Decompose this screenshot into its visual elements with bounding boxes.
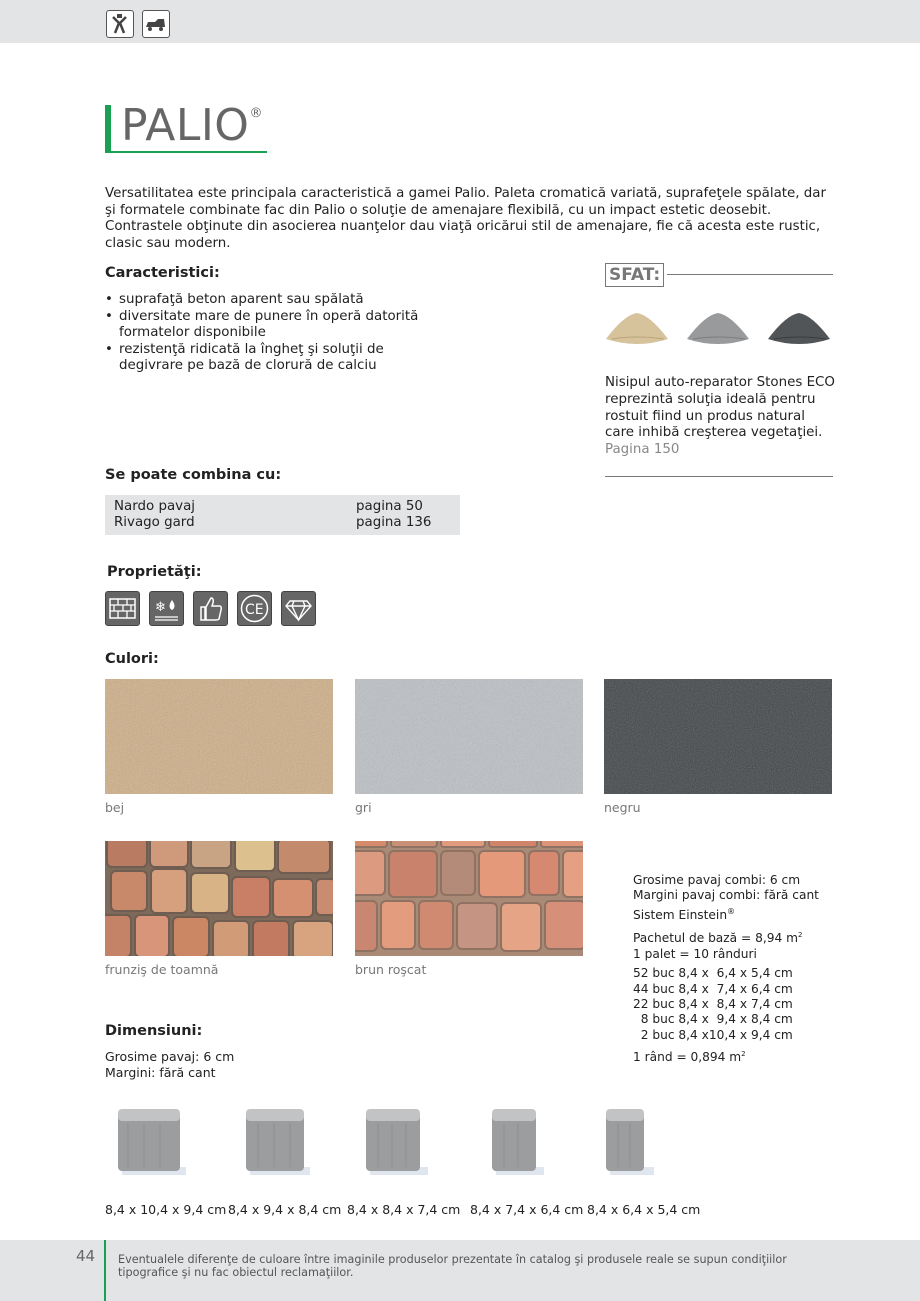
tip-page-link[interactable]: Pagina 150: [605, 442, 680, 458]
divider: [104, 1240, 106, 1301]
paver-size-label: 8,4 x 9,4 x 8,4 cm: [228, 1202, 342, 1217]
swatch-label: bej: [105, 800, 125, 815]
table-row: Rivago gard pagina 136: [114, 515, 432, 530]
combine-table: [105, 495, 460, 535]
disclaimer: Eventualele diferenţe de culoare între imaginile produselor prezentate în catalog şi produsele reale se supun condiţiilor tipografice şi nu fac obiectul reclamaţiilor.: [118, 1253, 787, 1279]
paver-size-label: 8,4 x 6,4 x 5,4 cm: [587, 1202, 701, 1217]
paver-size-label: 8,4 x 10,4 x 9,4 cm: [105, 1202, 227, 1217]
colors-heading: Culori:: [105, 651, 159, 667]
characteristics-heading: Caracteristici:: [105, 265, 220, 281]
tip-label: SFAT:: [605, 263, 664, 287]
characteristics-list: [105, 292, 435, 375]
combi-specs: Grosime pavaj combi: 6 cm Margini pavaj combi: fără cant Sistem Einstein® Pachetul de bază = 8,94 $m^2$ 1 palet = 10 rânduri 52 buc 8,4 x 6,4 x 5,4 cm 44 buc 8,4 x 7,4 x 6,4 cm 22 buc 8,4 x 8,4 x 7,4 cm 8 buc 8,4 x 9,4 x 8,4 cm 2 buc 8,4 x10,4 x 9,4 cm 1 rând = 0,894 $m^2$: [633, 873, 819, 1065]
sand-dark-image: [766, 305, 832, 347]
swatch-label: frunziş de toamnă: [105, 962, 219, 977]
car-icon: [142, 10, 170, 38]
frost-salt-icon: [149, 591, 184, 626]
sand-grey-image: [685, 305, 751, 347]
brick-wall-icon: [105, 591, 140, 626]
paver-block-image: [600, 1105, 674, 1177]
top-bar: [0, 0, 920, 43]
tip-text: Nisipul auto-reparator Stones ECO reprezintă soluţia ideală pentru rostuit fiind un produs natural care inhibă creşterea vegetaţiei. Pagina 150: [605, 375, 835, 458]
ce-mark-icon: [237, 591, 272, 626]
thumbs-up-icon: [193, 591, 228, 626]
paver-block-image: [486, 1105, 560, 1177]
page-title: PALIO®: [121, 100, 263, 151]
pedestrian-icon: [106, 10, 134, 38]
dimensions-heading: Dimensiuni:: [105, 1023, 203, 1039]
swatch-frunzis-de-toamna: [105, 841, 333, 956]
swatch-gri: [355, 679, 583, 794]
diamond-icon: [281, 591, 316, 626]
table-row: Nardo pavaj pagina 50: [114, 499, 423, 514]
swatch-brun-roscat: [355, 841, 583, 956]
swatch-label: negru: [604, 800, 641, 815]
page-number: 44: [76, 1247, 96, 1265]
sand-beige-image: [604, 305, 670, 347]
paver-block-image: [360, 1105, 434, 1177]
list-item: • diversitate mare de punere în operă datorită formatelor disponibile: [105, 309, 435, 342]
svg-text:❄: ❄: [155, 600, 166, 615]
swatch-bej: [105, 679, 333, 794]
divider: [605, 476, 833, 477]
swatch-label: gri: [355, 800, 372, 815]
swatch-label: brun roşcat: [355, 962, 427, 977]
paver-block-image: [240, 1105, 314, 1177]
dimensions-text: Grosime pavaj: 6 cm Margini: fără cant: [105, 1049, 235, 1080]
paver-size-label: 8,4 x 8,4 x 7,4 cm: [347, 1202, 461, 1217]
combine-heading: Se poate combina cu:: [105, 467, 282, 483]
intro-paragraph: Versatilitatea este principala caracteristică a gamei Palio. Paleta cromatică variată, suprafeţele spălate, dar şi formatele combinate fac din Palio o soluţie de amenajare flexibilă, cu un impact estetic deosebit. Contrastele obţinute din asocierea nuanţelor dau viaţă oricărui stil de amenajare, fie că acesta este rustic, clasic sau modern.: [105, 186, 826, 251]
swatch-negru: [604, 679, 832, 794]
svg-text:CE: CE: [245, 602, 264, 618]
paver-size-label: 8,4 x 7,4 x 6,4 cm: [470, 1202, 584, 1217]
properties-heading: Proprietăţi:: [107, 564, 202, 580]
list-item: • rezistenţă ridicată la îngheţ şi soluţii de degivrare pe bază de clorură de calciu: [105, 342, 435, 375]
divider: [667, 274, 833, 275]
list-item: • suprafaţă beton aparent sau spălată: [105, 292, 435, 309]
paver-block-image: [114, 1105, 188, 1177]
